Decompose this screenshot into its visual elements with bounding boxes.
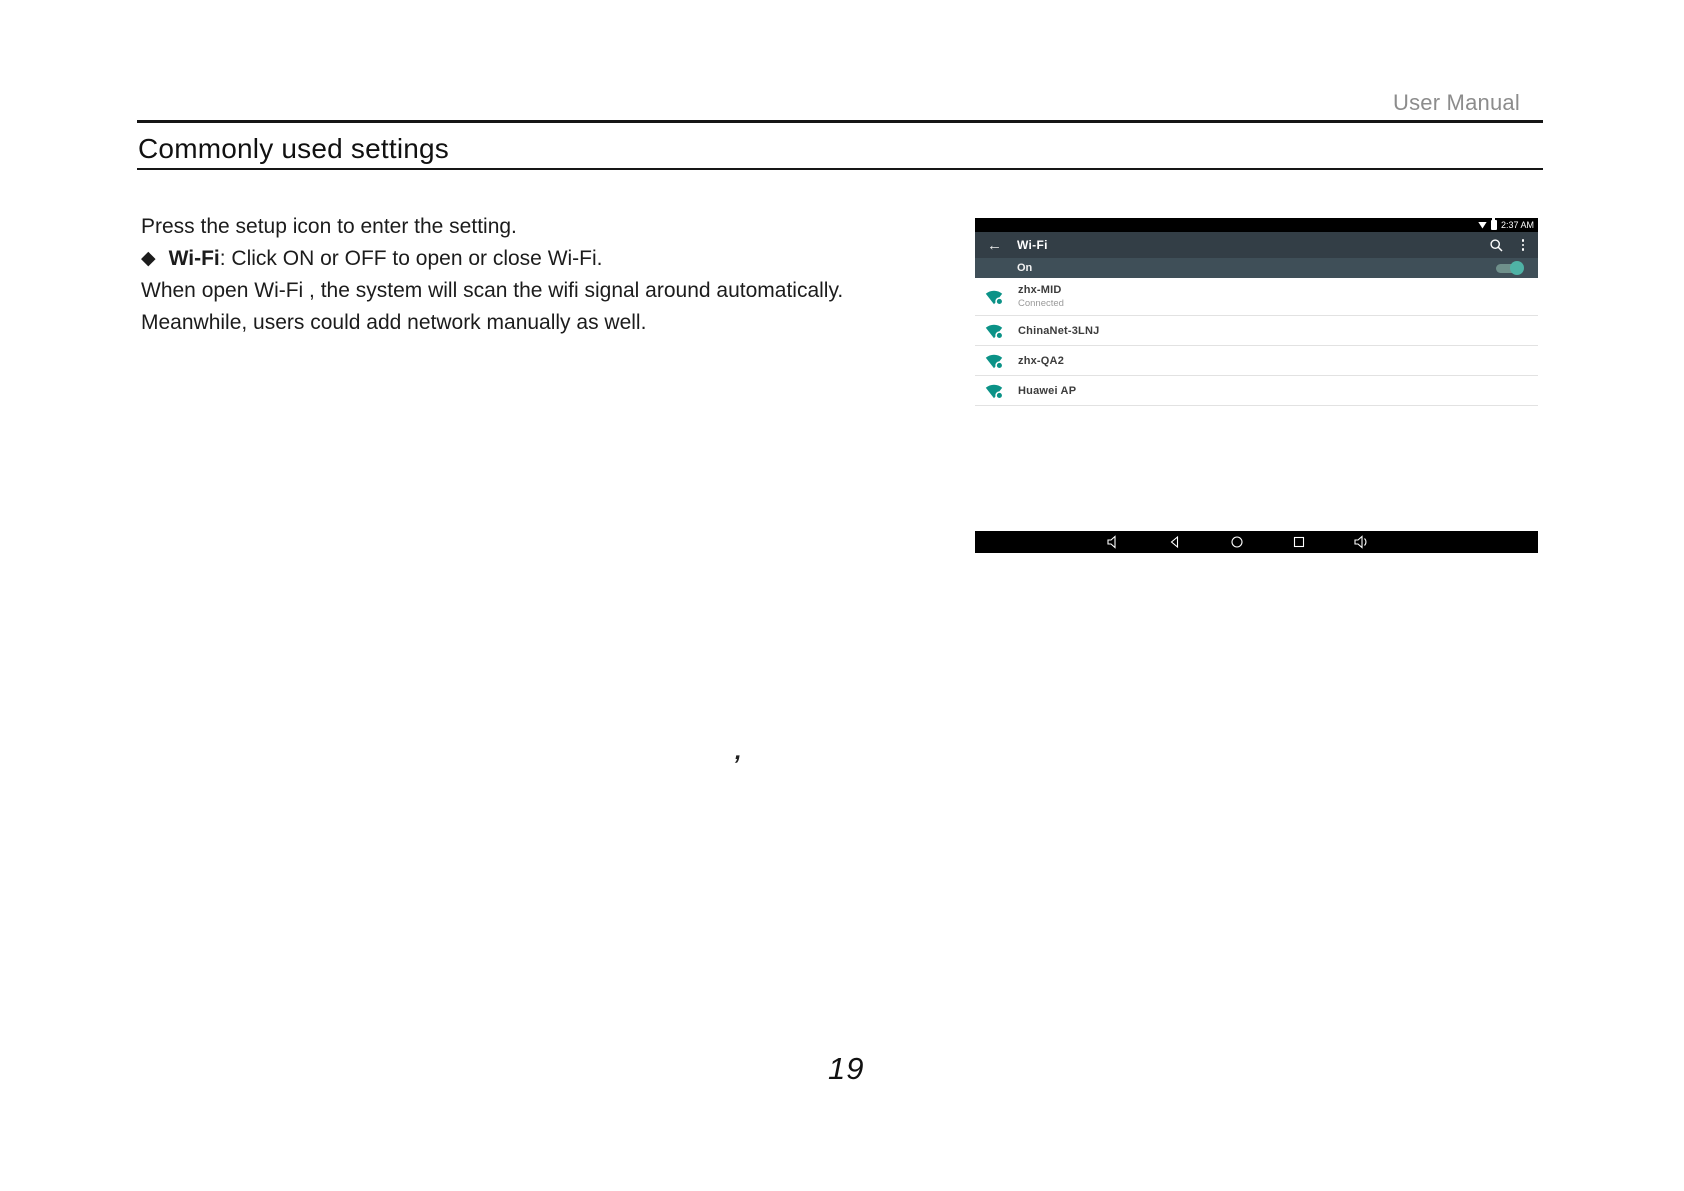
body-line-1: Press the setup icon to enter the setting. bbox=[141, 215, 517, 238]
wifi-signal-lock-icon bbox=[985, 289, 1003, 305]
stray-comma-mark: , bbox=[735, 738, 742, 765]
body-line-3: When open Wi-Fi , the system will scan the wifi signal around automatically. bbox=[141, 279, 844, 302]
bullet-term: Wi-Fi bbox=[168, 246, 220, 270]
wifi-toggle-switch[interactable] bbox=[1496, 261, 1524, 275]
section-title: Commonly used settings bbox=[138, 133, 449, 164]
statusbar-wifi-icon bbox=[1478, 222, 1487, 229]
app-bar bbox=[975, 232, 1538, 258]
back-nav-icon[interactable] bbox=[1167, 534, 1183, 550]
header-rule bbox=[137, 120, 1543, 123]
toggle-knob bbox=[1510, 261, 1524, 275]
body-line-4: Meanwhile, users could add network manually as well. bbox=[141, 310, 647, 334]
search-icon[interactable] bbox=[1489, 238, 1504, 253]
device-empty-area bbox=[975, 406, 1538, 531]
network-name: zhx-MID bbox=[1018, 284, 1062, 296]
toggle-state-label: On bbox=[1017, 262, 1033, 274]
section-title-rule bbox=[137, 168, 1543, 170]
wifi-network-list bbox=[975, 278, 1538, 406]
back-arrow-icon[interactable]: ← bbox=[987, 236, 1002, 254]
wifi-signal-lock-icon bbox=[985, 353, 1003, 369]
statusbar-time: 2:37 AM bbox=[1500, 219, 1534, 230]
volume-down-icon[interactable] bbox=[1105, 534, 1121, 550]
network-name: zhx-QA2 bbox=[1018, 355, 1065, 367]
nav-bar bbox=[975, 531, 1538, 553]
diamond-bullet-icon: ◆ bbox=[141, 247, 156, 269]
android-wifi-screenshot bbox=[975, 218, 1538, 553]
wifi-network-row[interactable] bbox=[975, 376, 1538, 406]
volume-up-icon[interactable] bbox=[1353, 534, 1371, 550]
bullet-rest: : Click ON or OFF to open or close Wi-Fi. bbox=[219, 246, 603, 270]
wifi-signal-lock-icon bbox=[985, 323, 1003, 339]
wifi-network-row[interactable] bbox=[975, 316, 1538, 346]
page-number: 19 bbox=[828, 1051, 865, 1086]
network-status: Connected bbox=[1018, 298, 1064, 309]
body-text bbox=[141, 211, 971, 338]
wifi-network-row[interactable] bbox=[975, 346, 1538, 376]
doc-header-label: User Manual bbox=[1393, 90, 1520, 115]
wifi-toggle-row bbox=[975, 258, 1538, 278]
wifi-network-row[interactable] bbox=[975, 278, 1538, 316]
app-bar-title: Wi-Fi bbox=[1017, 238, 1048, 252]
status-bar bbox=[975, 218, 1538, 232]
overflow-menu-icon[interactable] bbox=[1520, 237, 1527, 253]
statusbar-battery-icon bbox=[1491, 220, 1497, 230]
network-name: ChinaNet-3LNJ bbox=[1018, 325, 1100, 337]
recents-nav-icon[interactable] bbox=[1291, 534, 1307, 550]
home-nav-icon[interactable] bbox=[1229, 534, 1245, 550]
wifi-signal-lock-icon bbox=[985, 383, 1003, 399]
body-line-2 bbox=[141, 243, 971, 276]
network-name: Huawei AP bbox=[1018, 385, 1077, 397]
